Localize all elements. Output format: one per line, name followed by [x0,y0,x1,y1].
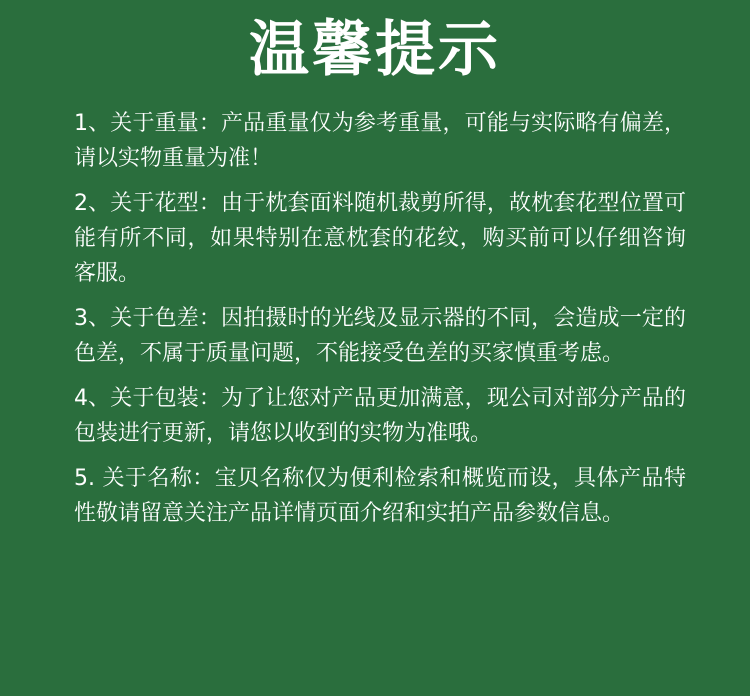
notice-item-weight: 1、关于重量：产品重量仅为参考重量，可能与实际略有偏差，请以实物重量为准！ [74,111,686,171]
notice-list [74,106,686,541]
notice-item-pattern: 2、关于花型：由于枕套面料随机裁剪所得，故枕套花型位置可能有所不同，如果特别在意枕套的花纹，购买前可以仔细咨询客服。 [74,191,686,286]
notice-item-color: 3、关于色差：因拍摄时的光线及显示器的不同，会造成一定的色差，不属于质量问题，不能接受色差的买家慎重考虑。 [74,306,686,366]
page-title: 温馨提示 [249,15,501,85]
notice-item-packaging: 4、关于包装：为了让您对产品更加满意，现公司对部分产品的包装进行更新，请您以收到的实物为准哦。 [74,386,686,446]
notice-item-name: 5. 关于名称：宝贝名称仅为便利检索和概览而设，具体产品特性敬请留意关注产品详情页面介绍和实拍产品参数信息。 [74,466,686,526]
